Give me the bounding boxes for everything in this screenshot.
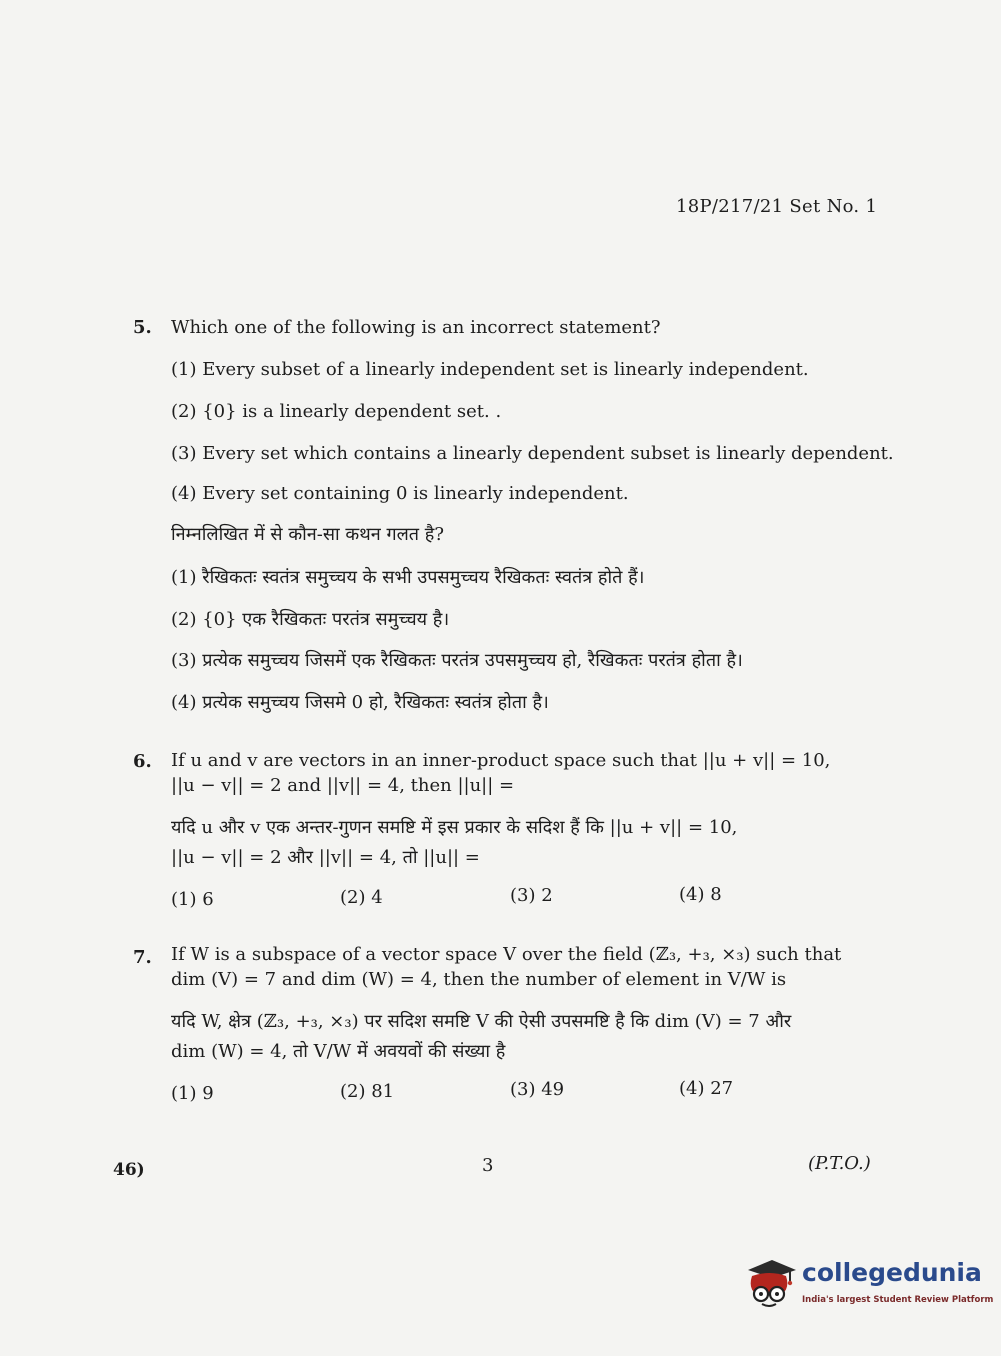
question-5-number: 5.	[133, 317, 152, 338]
question-7-option-4: (4) 27	[679, 1078, 734, 1099]
question-5-hindi-option-2: (2) {0} एक रैखिकतः परतंत्र समुच्चय है।	[171, 609, 450, 630]
question-6-line-1: If u and v are vectors in an inner-product space such that ||u + v|| = 10,	[171, 750, 831, 771]
question-5-hindi-option-3: (3) प्रत्येक समुच्चय जिसमें एक रैखिकतः परतंत्र उपसमुच्चय हो, रैखिकतः परतंत्र होता है।	[171, 650, 743, 671]
footer-code: 46)	[113, 1160, 145, 1180]
page-number: 3	[482, 1155, 494, 1176]
question-7-line-1: If W is a subspace of a vector space V over the field (ℤ₃, +₃, ×₃) such that	[171, 944, 842, 965]
question-6-option-1: (1) 6	[171, 889, 214, 910]
question-7-option-3: (3) 49	[510, 1079, 565, 1100]
question-5-option-4: (4) Every set containing 0 is linearly independent.	[171, 483, 629, 504]
brand-name: collegedunia	[802, 1258, 982, 1287]
question-7-number: 7.	[133, 947, 152, 968]
question-7-hindi-line-2: dim (W) = 4, तो V/W में अवयवों की संख्या है	[171, 1041, 506, 1062]
question-5-text: Which one of the following is an incorrect statement?	[171, 317, 661, 338]
question-5-hindi-text: निम्नलिखित में से कौन-सा कथन गलत है?	[171, 524, 444, 545]
question-6-option-2: (2) 4	[340, 887, 383, 908]
brand-tagline: India's largest Student Review Platform	[802, 1295, 994, 1305]
question-7-option-2: (2) 81	[340, 1081, 395, 1102]
paper-code: 18P/217/21 Set No. 1	[676, 196, 878, 217]
mascot-icon	[742, 1254, 798, 1310]
question-6-number: 6.	[133, 751, 152, 772]
question-5-option-2: (2) {0} is a linearly dependent set. .	[171, 401, 502, 422]
pto-note: (P.T.O.)	[808, 1153, 871, 1174]
question-6-hindi-line-2: ||u − v|| = 2 और ||v|| = 4, तो ||u|| =	[171, 847, 480, 868]
question-5-option-3: (3) Every set which contains a linearly dependent subset is linearly dependent.	[171, 443, 894, 464]
question-6-option-3: (3) 2	[510, 885, 553, 906]
collegedunia-logo	[742, 1250, 994, 1320]
question-6-hindi-line-1: यदि u और v एक अन्तर-गुणन समष्टि में इस प्रकार के सदिश हैं कि ||u + v|| = 10,	[171, 817, 738, 838]
question-6-option-4: (4) 8	[679, 884, 722, 905]
question-7-line-2: dim (V) = 7 and dim (W) = 4, then the number of element in V/W is	[171, 969, 787, 990]
question-5-option-1: (1) Every subset of a linearly independent set is linearly independent.	[171, 359, 809, 380]
question-6-line-2: ||u − v|| = 2 and ||v|| = 4, then ||u|| =	[171, 775, 515, 796]
question-5-hindi-option-4: (4) प्रत्येक समुच्चय जिसमे 0 हो, रैखिकतः स्वतंत्र होता है।	[171, 692, 549, 713]
question-7-option-1: (1) 9	[171, 1083, 214, 1104]
question-7-hindi-line-1: यदि W, क्षेत्र (ℤ₃, +₃, ×₃) पर सदिश समष्टि V की ऐसी उपसमष्टि है कि dim (V) = 7 और	[171, 1011, 792, 1032]
question-5-hindi-option-1: (1) रैखिकतः स्वतंत्र समुच्चय के सभी उपसमुच्चय रैखिकतः स्वतंत्र होते हैं।	[171, 567, 645, 588]
